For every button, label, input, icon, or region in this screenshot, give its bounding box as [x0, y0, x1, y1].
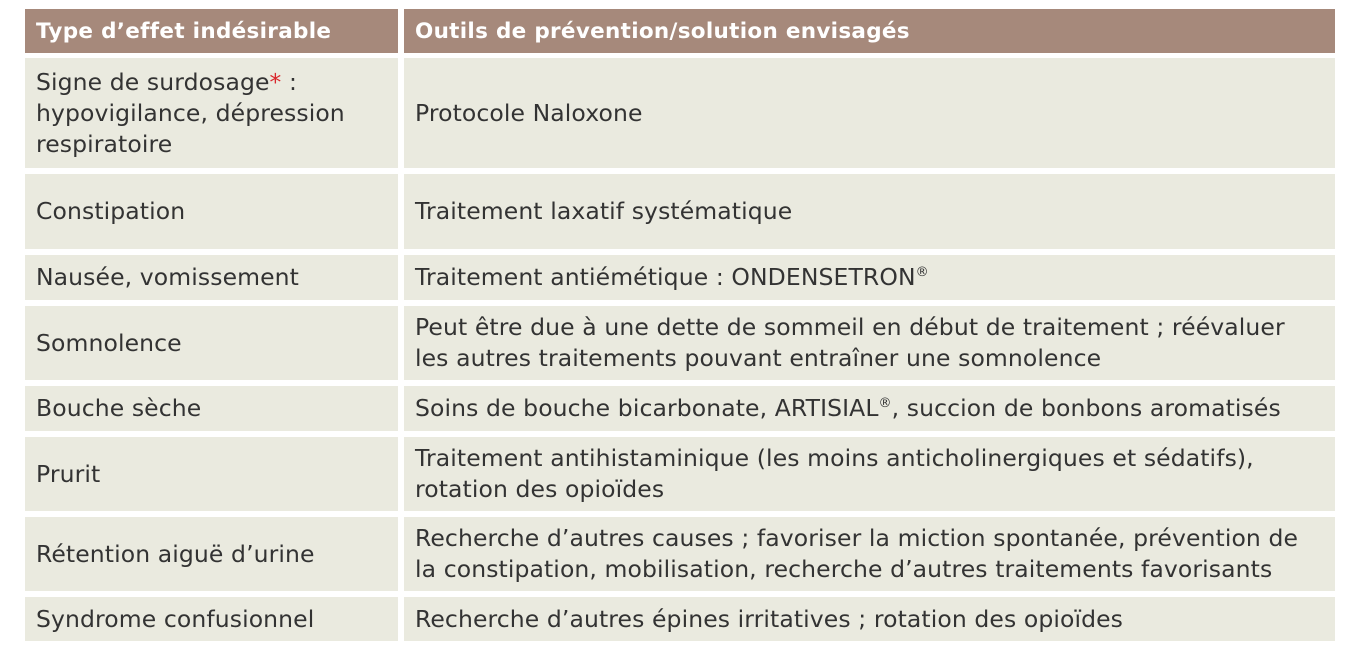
registered-mark: ®: [878, 396, 892, 411]
table-row: [25, 58, 1335, 168]
effect-cell: Rétention aiguë d’urine: [25, 517, 398, 591]
solution-cell: Traitement antihistaminique (les moins anticholinergiques et sédatifs), rotation des opioïdes: [404, 437, 1335, 511]
side-effects-table: [25, 9, 1335, 647]
effect-cell: Prurit: [25, 437, 398, 511]
table-row: [25, 597, 1335, 641]
effect-cell: Bouche sèche: [25, 386, 398, 431]
header-effect-type: Type d’effet indésirable: [25, 9, 398, 53]
solution-text: Traitement antiémétique : ONDENSETRON®: [415, 263, 929, 291]
table-row: [25, 437, 1335, 511]
effect-cell: Nausée, vomissement: [25, 255, 398, 300]
effect-cell: Constipation: [25, 174, 398, 249]
solution-cell: Recherche d’autres causes ; favoriser la miction spontanée, prévention de la constipation, mobilisation, recherche d’autres traitements favorisants: [404, 517, 1335, 591]
asterisk-marker: *: [269, 67, 282, 96]
solution-cell: Recherche d’autres épines irritatives ; rotation des opioïdes: [404, 597, 1335, 641]
solution-cell: [404, 386, 1335, 431]
effect-cell: [25, 58, 398, 168]
solution-text: Soins de bouche bicarbonate, ARTISIAL®, succion de bonbons aromatisés: [415, 394, 1281, 422]
effect-cell: Syndrome confusionnel: [25, 597, 398, 641]
table-header-row: [25, 9, 1335, 53]
table-row: [25, 306, 1335, 380]
header-prevention-tools: Outils de prévention/solution envisagés: [404, 9, 1335, 53]
table-row: [25, 517, 1335, 591]
table-row: [25, 174, 1335, 249]
effect-cell: Somnolence: [25, 306, 398, 380]
solution-cell: [404, 255, 1335, 300]
solution-cell: Traitement laxatif systématique: [404, 174, 1335, 249]
solution-cell: Protocole Naloxone: [404, 58, 1335, 168]
registered-mark: ®: [915, 265, 929, 280]
table-row: [25, 255, 1335, 300]
solution-cell: Peut être due à une dette de sommeil en début de traitement ; réévaluer les autres traitements pouvant entraîner une somnolence: [404, 306, 1335, 380]
table-row: [25, 386, 1335, 431]
effect-text: Signe de surdosage* : hypovigilance, dépression respiratoire: [36, 67, 345, 158]
